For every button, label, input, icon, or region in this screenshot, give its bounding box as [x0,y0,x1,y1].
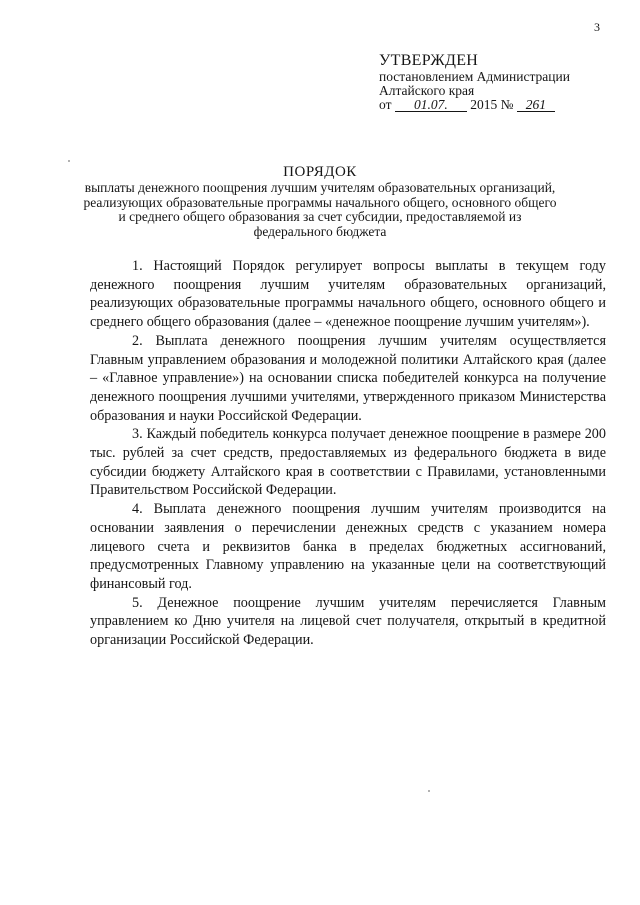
paragraph-4: 4. Выплата денежного поощрения лучшим учителям производится на основании заявления о перечислении денежных средств с указанием номера лицевого счета и реквизитов банка в пределах бюджетных ассигнований, предусмотренных Главному управлению на указанные цели на соответствующий финансовый год. [90,501,606,592]
approval-year: 2015 № [470,97,514,112]
document-subtitle: выплаты денежного поощрения лучшим учителям образовательных организаций, реализующих образовательные программы начального общего, основного общего и среднего общего образования за счет субсидии, предоставляемой из федерального бюджета [83,180,557,239]
document-body [90,257,606,650]
scan-speck [428,790,430,792]
approval-line-1: постановлением Администрации [379,69,570,84]
paragraph-3: 3. Каждый победитель конкурса получает денежное поощрение в размере 200 тыс. рублей за счет средств, предоставляемых из федерального бюджета в виде субсидии бюджету Алтайского края в соответствии с Правилами, установленными Правительством Российской Федерации. [90,426,606,499]
document-title: ПОРЯДОК [283,164,357,180]
approval-stamp [379,52,614,112]
approval-date: 01.07. [395,98,467,112]
paragraph-2: 2. Выплата денежного поощрения лучшим учителям осуществляется Главным управлением образования и молодежной политики Алтайского края (далее – «Главное управление») на основании списка победителей конкурса на получение денежного поощрения лучшими учителями, утвержденного приказом Министерства образования и науки Российской Федерации. [90,332,606,424]
approval-date-line [379,98,614,112]
scan-speck [68,160,70,162]
page-number: 3 [594,20,600,34]
paragraph-5: 5. Денежное поощрение лучшим учителям перечисляется Главным управлением ко Дню учителя на лицевой счет получателя, открытый в кредитной организации Российской Федерации. [90,594,606,649]
approval-line-2: Алтайского края [379,83,475,98]
approval-number: 261 [517,98,555,112]
paragraph-1: 1. Настоящий Порядок регулирует вопросы выплаты в текущем году денежного поощрения лучшим учителям образовательных организаций, реализующих образовательные программы начального общего, основного общего и среднего общего образования (далее – «денежное поощрение лучшим учителям»). [90,258,606,331]
from-label: от [379,97,392,112]
approval-heading: УТВЕРЖДЕН [379,52,479,69]
